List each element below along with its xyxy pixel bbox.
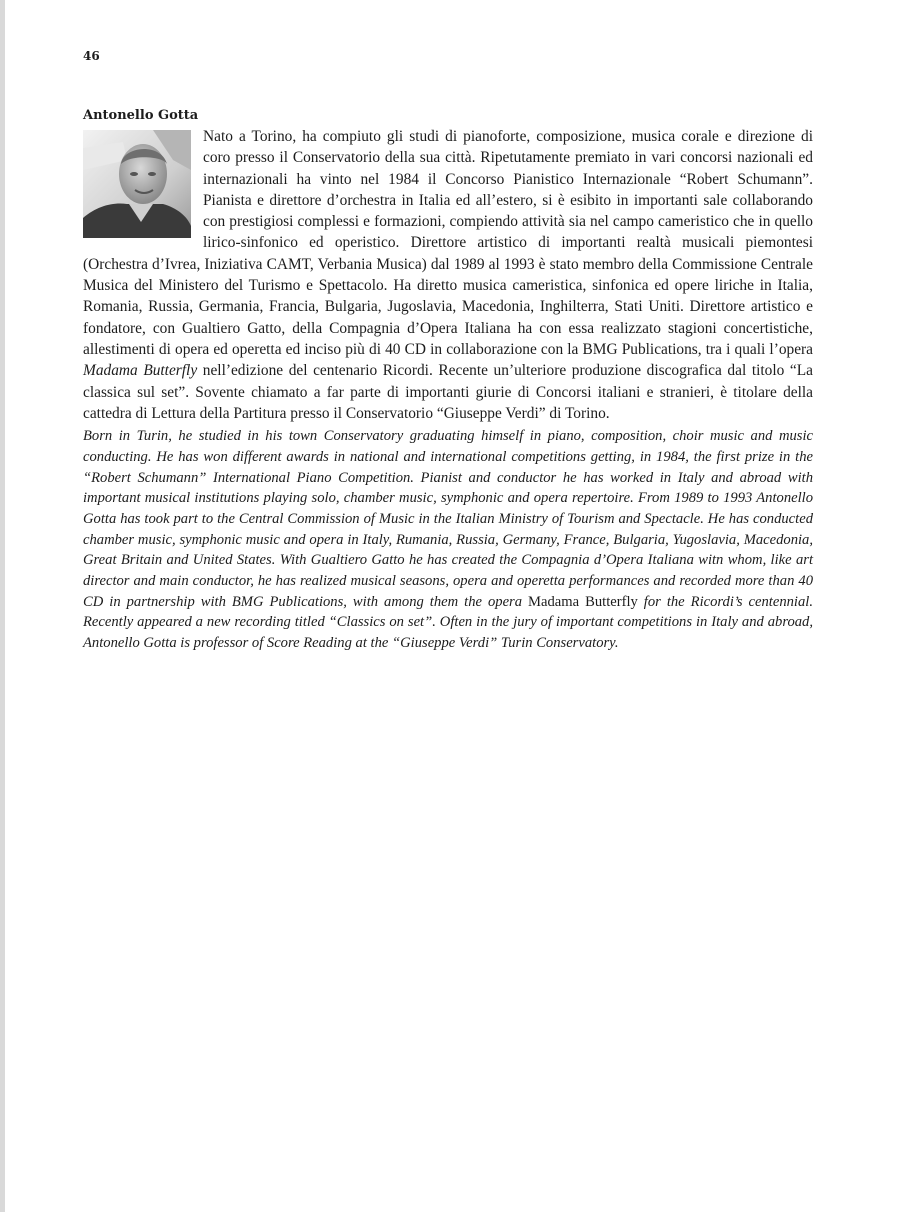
portrait-photo [83,130,191,238]
english-text-part-1: Born in Turin, he studied in his town Conservatory graduating himself in piano, composition, choir music and music conducting. He has won different awards in national and international competitions getting, in 1984, the first prize in the “Robert Schumann” International Piano Competition. Pianist and conductor he has worked in Italy and abroad with important musical institutions playing solo, chamber music, symphonic and opera repertoire. From 1989 to 1993 Antonello Gotta has took part to the Central Commission of Music in the Italian Ministry of Tourism and Spectacle. He has conducted chamber music, symphonic music and opera in Italy, Rumania, Russia, Germany, France, Bulgaria, Yugoslavia, Macedonia, Great Britain and United States. With Gualtiero Gatto he has created the Compagnia d’Opera Italiana witn whom, like art director and main conductor, he has realized musical seasons, opera and operetta performances and recorded more than 40 CD in partnership with BMG Publications, with among them the opera [83,428,813,610]
biography-section [83,106,813,654]
english-opera-title: Madama Butterfly [528,593,638,610]
english-text-part-2: for the Ricordi’s centennial. Recently appeared a new recording titled “Classics on set”. Often in the jury of important competitions in Italy and abroad, Antonello Gotta is professor of Score Reading at the “Giuseppe Verdi” Turin Conservatory. [83,593,813,652]
page-number: 46 [83,49,100,63]
biography-name: Antonello Gotta [83,108,199,123]
english-biography-text [83,426,813,654]
italian-opera-title: Madama Butterfly [83,362,198,380]
italian-text-part-2: nell’edizione del centenario Ricordi. Recente un’ulteriore produzione discografica dal titolo “La classica sul set”. Sovente chiamato a far parte di importanti giurie di Concorsi italiani e stranieri, è titolare della cattedra di Lettura della Partitura presso il Conservatorio “Giuseppe Verdi” di Torino. [83,362,813,422]
page-edge [0,0,5,1212]
italian-biography-text [83,126,813,424]
italian-text-part-1: Nato a Torino, ha compiuto gli studi di pianoforte, composizione, musica corale e direzione di coro presso il Conservatorio della sua città. Ripetutamente premiato in vari concorsi nazionali ed internazionali ha vinto nel 1984 il Concorso Pianistico Internazionale “Robert Schumann”. Pianista e direttore d’orchestra in Italia ed all’estero, si è esibito in importanti sale collaborando con prestigiosi complessi e formazioni, compiendo attività sia nel campo cameristico che in quello lirico-sinfonico ed operistico. Direttore artistico di importanti realtà musicali piemontesi (Orchestra d’Ivrea, Iniziativa CAMT, Verbania Musica) dal 1989 al 1993 è stato membro della Commissione Centrale Musica del Ministero del Turismo e Spettacolo. Ha diretto musica cameristica, sinfonica ed opere liriche in Italia, Romania, Russia, Germania, Francia, Bulgaria, Jugoslavia, Macedonia, Inghilterra, Stati Uniti. Direttore artistico e fondatore, con Gualtiero Gatto, della Compagnia d’Opera Italiana ha con essa realizzato stagioni concertistiche, allestimenti di opera ed operetta ed inciso più di 40 CD in collaborazione con la BMG Publications, tra i quali l’opera [83,128,813,358]
